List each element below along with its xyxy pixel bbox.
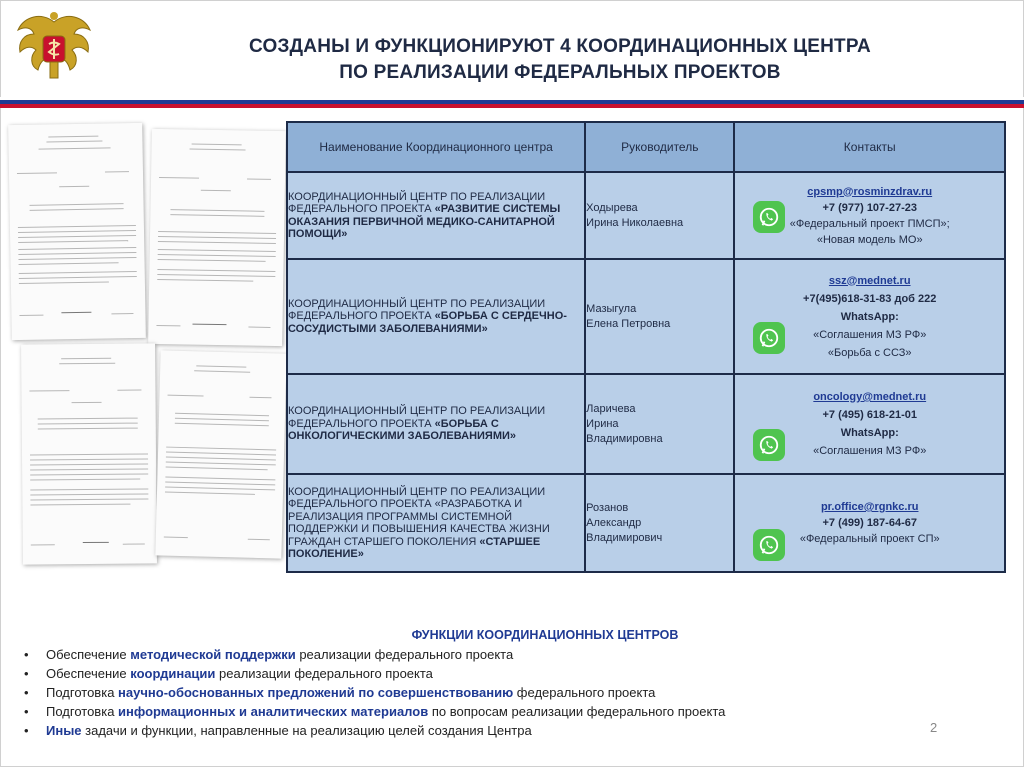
phone-number: +7 (977) 107-27-23 (822, 201, 917, 214)
coordination-centers-table (286, 121, 1006, 573)
center-contacts (734, 172, 1005, 259)
column-header-name: Наименование Координационного центра (287, 122, 585, 172)
whatsapp-label: WhatsApp: (840, 310, 899, 323)
center-contacts (734, 474, 1005, 572)
whatsapp-icon[interactable] (753, 201, 785, 233)
flag-stripe-red (0, 104, 1024, 108)
document-scan (155, 350, 286, 558)
table-row (287, 172, 1005, 259)
center-leader: Ларичева Ирина Владимировна (585, 374, 734, 474)
phone-number: +7 (499) 187-64-67 (822, 517, 917, 529)
whatsapp-group: «Соглашения МЗ РФ» (813, 445, 927, 457)
list-item: • Обеспечение методической поддержки реализации федерального проекта (20, 645, 1000, 664)
center-leader: Ходырева Ирина Николаевна (585, 172, 734, 259)
center-leader: Розанов Александр Владимирович (585, 474, 734, 572)
center-contacts (734, 374, 1005, 474)
phone-number: +7(495)618-31-83 доб 222 (803, 292, 937, 305)
center-name: КООРДИНАЦИОННЫЙ ЦЕНТР ПО РЕАЛИЗАЦИИ ФЕДЕРАЛЬНОГО ПРОЕКТА «РАЗРАБОТКА И РЕАЛИЗАЦИЯ ПРОГРАММЫ СИСТЕМНОЙ ПОДДЕРЖКИ И ПОВЫШЕНИЯ КАЧЕСТВА ЖИЗНИ ГРАЖДАН СТАРШЕГО ПОКОЛЕНИЯ «СТАРШЕЕ ПОКОЛЕНИЕ» (287, 474, 585, 572)
table-row (287, 374, 1005, 474)
email-link[interactable]: ssz@mednet.ru (828, 274, 911, 287)
page-title-line1: СОЗДАНЫ И ФУНКЦИОНИРУЮТ 4 КООРДИНАЦИОННЫХ ЦЕНТРА (249, 36, 871, 57)
whatsapp-icon[interactable] (753, 529, 785, 561)
email-link[interactable]: pr.office@rgnkc.ru (820, 501, 919, 513)
email-link[interactable]: cpsmp@rosminzdrav.ru (807, 185, 933, 198)
phone-number: +7 (495) 618-21-01 (822, 409, 917, 421)
whatsapp-group: «Федеральный проект СП» (799, 533, 940, 545)
functions-title: ФУНКЦИИ КООРДИНАЦИОННЫХ ЦЕНТРОВ (411, 628, 679, 642)
list-item: • Иные задачи и функции, направленные на реализацию целей создания Центра (20, 721, 1000, 740)
whatsapp-group: «Борьба с ССЗ» (827, 346, 912, 359)
center-name: КООРДИНАЦИОННЫЙ ЦЕНТР ПО РЕАЛИЗАЦИИ ФЕДЕРАЛЬНОГО ПРОЕКТА «БОРЬБА С ОНКОЛОГИЧЕСКИМИ ЗАБОЛЕВАНИЯМИ» (287, 374, 585, 474)
email-link[interactable]: oncology@mednet.ru (813, 391, 927, 403)
document-scan (148, 129, 286, 346)
whatsapp-icon[interactable] (753, 322, 785, 354)
column-header-contacts: Контакты (734, 122, 1005, 172)
whatsapp-group: «Федеральный проект ПМСП»; (789, 217, 950, 230)
order-documents-collage (10, 120, 285, 570)
page-title (180, 34, 940, 86)
table-header-row (287, 122, 1005, 172)
emblem-icon (12, 8, 96, 92)
whatsapp-group: «Новая модель МО» (816, 233, 923, 246)
document-scan (8, 123, 146, 340)
list-item: • Обеспечение координации реализации федерального проекта (20, 664, 1000, 683)
center-leader: Мазыгула Елена Петровна (585, 259, 734, 374)
functions-section (20, 628, 1000, 740)
center-name: КООРДИНАЦИОННЫЙ ЦЕНТР ПО РЕАЛИЗАЦИИ ФЕДЕРАЛЬНОГО ПРОЕКТА «БОРЬБА С СЕРДЕЧНО-СОСУДИСТЫМИ ЗАБОЛЕВАНИЯМИ» (287, 259, 585, 374)
center-contacts (734, 259, 1005, 374)
table-row (287, 259, 1005, 374)
table-row (287, 474, 1005, 572)
list-item: • Подготовка информационных и аналитических материалов по вопросам реализации федерального проекта (20, 702, 1000, 721)
list-item: • Подготовка научно-обоснованных предложений по совершенствованию федерального проекта (20, 683, 1000, 702)
document-scan (21, 343, 157, 564)
page-number: 2 (930, 720, 938, 735)
page-title-line2: ПО РЕАЛИЗАЦИИ ФЕДЕРАЛЬНЫХ ПРОЕКТОВ (339, 62, 781, 83)
whatsapp-icon[interactable] (753, 429, 785, 461)
whatsapp-group: «Соглашения МЗ РФ» (813, 328, 927, 341)
whatsapp-label: WhatsApp: (840, 427, 899, 439)
center-name: КООРДИНАЦИОННЫЙ ЦЕНТР ПО РЕАЛИЗАЦИИ ФЕДЕРАЛЬНОГО ПРОЕКТА «РАЗВИТИЕ СИСТЕМЫ ОКАЗАНИЯ ПЕРВИЧНОЙ МЕДИКО-САНИТАРНОЙ ПОМОЩИ» (287, 172, 585, 259)
column-header-leader: Руководитель (585, 122, 734, 172)
